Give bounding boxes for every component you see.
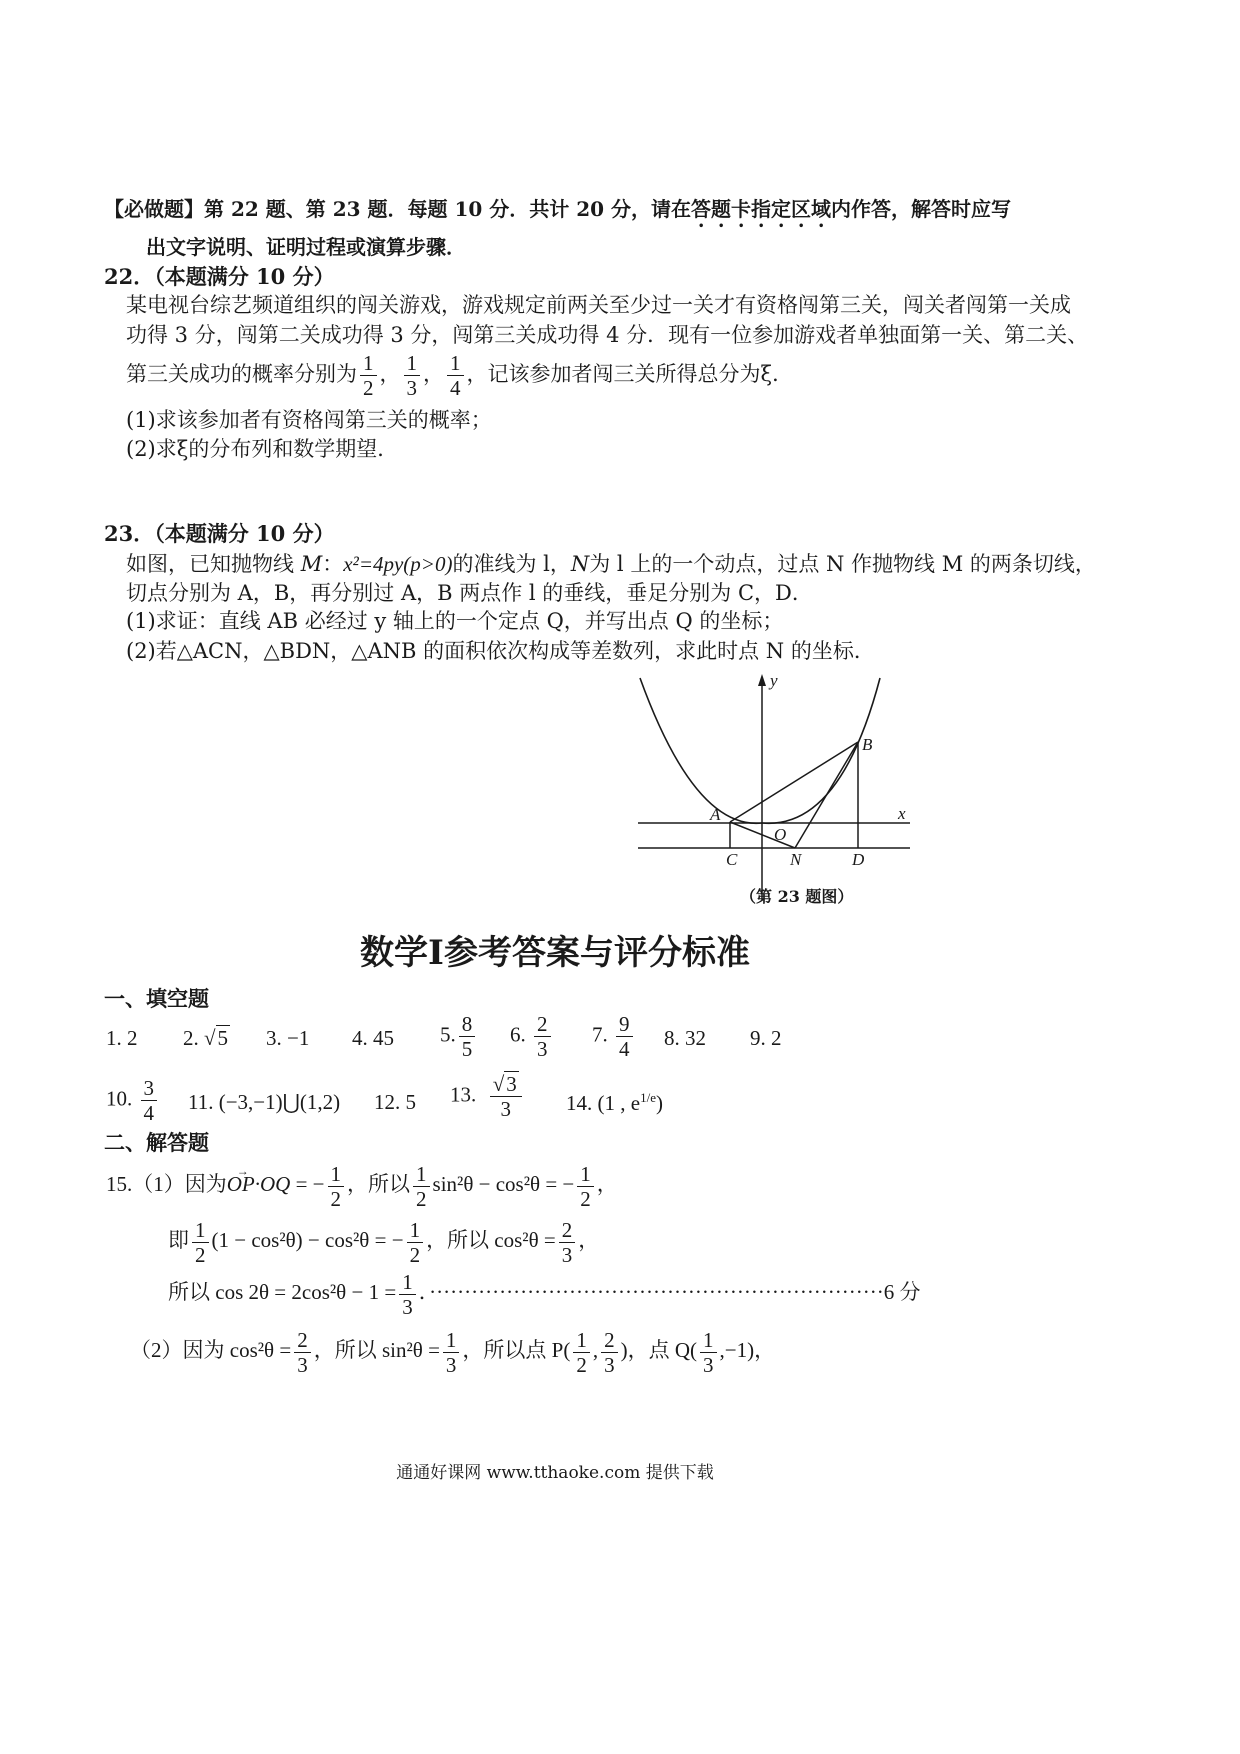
frac-num: 2: [559, 1218, 576, 1243]
frac-den: 3: [561, 1242, 573, 1267]
instr-emphasis: 答题卡指定区域: [691, 197, 832, 221]
a13-label: 13.: [450, 1082, 477, 1107]
frac-den: 3: [402, 1294, 413, 1319]
fraction-p3: [447, 351, 464, 400]
answer-12: 12. 5: [374, 1090, 416, 1114]
q23-heading: 23．（本题满分 10 分）: [104, 521, 335, 546]
label-D: D: [852, 850, 865, 869]
q22-part2: (2)求ξ的分布列和数学期望．: [126, 437, 399, 461]
answer-10: [106, 1076, 160, 1125]
frac-num: 1: [360, 351, 377, 376]
fraction-p1: [360, 351, 377, 400]
q23-text-line2: 切点分别为 A，B，再分别过 A，B 两点作 l 的垂线，垂足分别为 C，D．: [126, 581, 813, 605]
fraction-one-third: [700, 1328, 717, 1377]
q22-text-line2: 功得 3 分，闯第二关成功得 3 分，闯第三关成功得 4 分．现有一位参加游戏者单独面第一关、第二关、: [126, 323, 1089, 347]
sol15-l4-mid: ，所以 sin²θ =: [313, 1338, 440, 1362]
frac-num: 1: [407, 1218, 424, 1243]
fraction-one-third: [399, 1270, 416, 1319]
sol15-l4-end: ,−1)，: [719, 1338, 776, 1362]
fraction-a13: $\frac{√3}{3}$: [490, 1072, 522, 1121]
frac-den: 3: [297, 1352, 308, 1377]
frac-num: 2: [534, 1012, 551, 1037]
answer-title: 数学Ⅰ参考答案与评分标准: [360, 933, 750, 973]
q23-l1-b: ：: [322, 552, 344, 576]
a2-label: 2.: [183, 1026, 199, 1050]
q23-l1-c: 的准线为 l，: [452, 552, 571, 576]
a14-prefix: 14. (1 , e: [566, 1091, 641, 1115]
a2-radicand: 5: [217, 1026, 229, 1050]
fraction-two-thirds: [294, 1328, 311, 1377]
frac-num: 1: [447, 351, 464, 376]
sol15-comma: ，: [578, 1228, 600, 1252]
q22-text-line1: 某电视台综艺频道组织的闯关游戏，游戏规定前两关至少过一关才有资格闯第三关，闯关者闯第一关成: [126, 293, 1071, 317]
q23-l1-eq: x²=4py(p>0): [343, 552, 453, 576]
sol15-comma: ，: [596, 1172, 618, 1196]
label-O: O: [774, 825, 787, 844]
part-two-heading: 二、解答题: [104, 1130, 209, 1155]
sol15-expr: sin²θ − cos²θ = −: [432, 1172, 575, 1196]
frac-den: 3: [406, 376, 417, 400]
frac-den: 2: [330, 1186, 342, 1211]
q22-part1: (1)求该参加者有资格闯第三关的概率；: [126, 408, 492, 432]
a7-label: 7.: [592, 1022, 608, 1047]
page-footer: 通通好课网 www.tthaoke.com 提供下载: [396, 1463, 714, 1483]
sol15-mid: ，所以: [347, 1172, 411, 1196]
label-B: B: [862, 735, 873, 754]
sol15-score: 6 分: [883, 1280, 921, 1304]
sol15-l2-expr: (1 − cos²θ) − cos²θ = −: [211, 1228, 404, 1252]
q22-text-line3: 第三关成功的概率分别为 $\frac{1}{2}$ ， $\frac{1}{3}$ ， $\frac{1}{4}$ ，记该参加者闯三关所得总分为ξ．: [126, 351, 794, 400]
sol15-dots: ．·································································: [418, 1280, 884, 1304]
a14-exponent: 1/e: [640, 1090, 656, 1105]
fraction-a5: [459, 1012, 476, 1061]
sol15-eq: = −: [295, 1172, 325, 1196]
sol15-l2-mid: ，所以 cos²θ =: [426, 1228, 556, 1252]
sol15-l4-mid2: ，所以点 P(: [462, 1338, 571, 1362]
fraction-one-third: [443, 1328, 460, 1377]
answer-9: 9. 2: [750, 1026, 782, 1050]
label-x: x: [898, 804, 906, 823]
sol15-label: 15.（1）因为: [106, 1172, 227, 1196]
fraction-half: [328, 1162, 345, 1211]
fraction-a10: [141, 1076, 158, 1125]
q22-l3-suffix: ，记该参加者闯三关所得总分为ξ．: [466, 362, 794, 386]
part-one-heading: 一、填空题: [104, 986, 209, 1011]
answer-14: [566, 1090, 663, 1116]
sol15-l3-prefix: 所以 cos 2θ = 2cos²θ − 1 =: [168, 1280, 397, 1304]
sol15-line3: [168, 1266, 921, 1319]
label-N: N: [790, 850, 802, 869]
fraction-half: [573, 1328, 590, 1377]
answer-1: 1. 2: [106, 1026, 138, 1050]
answer-3: 3. −1: [266, 1026, 310, 1050]
sol15-sep: ,: [592, 1338, 599, 1362]
frac-den: 4: [143, 1101, 154, 1125]
fraction-p2: [404, 351, 421, 400]
frac-den: 4: [619, 1037, 630, 1061]
frac-num: 1: [399, 1270, 416, 1295]
answer-7: [592, 1012, 636, 1061]
frac-num: 9: [616, 1012, 633, 1037]
answer-8: 8. 32: [664, 1026, 706, 1050]
q23-l1-d: 为 l 上的一个动点，过点 N 作抛物线 M 的两条切线，: [589, 552, 1096, 576]
answer-11: 11. (−3,−1)⋃(1,2): [188, 1090, 341, 1114]
frac-den: 2: [409, 1242, 421, 1267]
instr-suffix: 内作答，解答时应写: [831, 197, 1012, 221]
q23-l1-N: N: [570, 552, 590, 576]
frac-num: 1: [443, 1328, 460, 1353]
label-A: A: [710, 805, 721, 824]
answer-13: [450, 1072, 525, 1121]
frac-den: 2: [363, 376, 374, 400]
instr-prefix: 【必做题】第 22 题、第 23 题．每题 10 分．共计 20 分，请在: [104, 197, 692, 221]
figure-caption: （第 23 题图）: [740, 887, 854, 906]
q23-l1-M: M: [300, 552, 323, 576]
sol15-l4-mid3: )，点 Q(: [620, 1338, 698, 1362]
a14-suffix: ): [655, 1091, 663, 1115]
frac-num: 1: [192, 1218, 209, 1243]
frac-den: 3: [537, 1037, 548, 1061]
a5-label: 5.: [440, 1022, 456, 1047]
fraction-a7: [616, 1012, 633, 1061]
label-y: y: [770, 671, 778, 690]
frac-num: 1: [404, 351, 421, 376]
a10-label: 10.: [106, 1086, 133, 1111]
sol15-vector-product: → OP·OQ: [227, 1158, 291, 1210]
frac-den: 2: [580, 1186, 591, 1211]
segment-AB: [730, 742, 858, 822]
answer-2: 2. √5: [183, 1026, 229, 1050]
sol15-line2: [168, 1214, 599, 1267]
q23-part2: (2)若△ACN，△BDN，△ANB 的面积依次构成等差数列，求此时点 N 的坐标．: [126, 639, 875, 663]
section-instructions: [104, 194, 1011, 232]
a13-radicand: 3: [506, 1072, 517, 1096]
frac-num: 1: [413, 1162, 430, 1187]
q23-text-line1: [126, 549, 1096, 579]
frac-den: 4: [450, 376, 461, 400]
frac-num: 1: [328, 1162, 345, 1187]
frac-num: 1: [700, 1328, 717, 1353]
frac-den: 3: [703, 1352, 714, 1377]
sol15-line4: [130, 1324, 775, 1377]
fraction-two-thirds: [601, 1328, 618, 1377]
answer-6: [510, 1012, 554, 1061]
frac-num: 3: [141, 1076, 158, 1101]
answer-5: [440, 1012, 478, 1061]
parabola-figure: [630, 670, 920, 910]
q22-heading: 22．（本题满分 10 分）: [104, 264, 335, 289]
frac-num: 2: [294, 1328, 311, 1353]
fraction-half: [192, 1218, 209, 1267]
frac-den: 2: [416, 1186, 427, 1211]
a6-label: 6.: [510, 1022, 526, 1047]
y-axis-arrow: [758, 674, 766, 686]
fraction-half: [413, 1162, 430, 1211]
frac-den: 3: [500, 1097, 512, 1121]
frac-den: 2: [576, 1352, 587, 1377]
fraction-a6: [534, 1012, 551, 1061]
frac-num: 2: [601, 1328, 618, 1353]
q22-l3-prefix: 第三关成功的概率分别为: [126, 362, 357, 386]
frac-den: 2: [195, 1242, 206, 1267]
label-C: C: [726, 850, 738, 869]
frac-den: 3: [604, 1352, 615, 1377]
frac-num: 1: [573, 1328, 590, 1353]
q23-part1: (1)求证：直线 AB 必经过 y 轴上的一个定点 Q，并写出点 Q 的坐标；: [126, 609, 784, 633]
fraction-two-thirds: [559, 1218, 576, 1267]
answer-4: 4. 45: [352, 1026, 394, 1050]
fraction-half: [577, 1162, 594, 1211]
segment-BN: [795, 742, 858, 848]
q23-l1-a: 如图，已知抛物线: [126, 552, 301, 576]
frac-num: 8: [459, 1012, 476, 1037]
frac-den: 5: [461, 1037, 473, 1061]
sol15-l4-prefix: （2）因为 cos²θ =: [130, 1338, 292, 1362]
sol15-line1: [106, 1158, 618, 1211]
sol15-l2-prefix: 即: [168, 1228, 189, 1252]
frac-den: 3: [445, 1352, 457, 1377]
fraction-half: [407, 1218, 424, 1267]
section-instructions-line2: 出文字说明、证明过程或演算步骤．: [146, 235, 466, 259]
frac-num: 1: [577, 1162, 594, 1187]
